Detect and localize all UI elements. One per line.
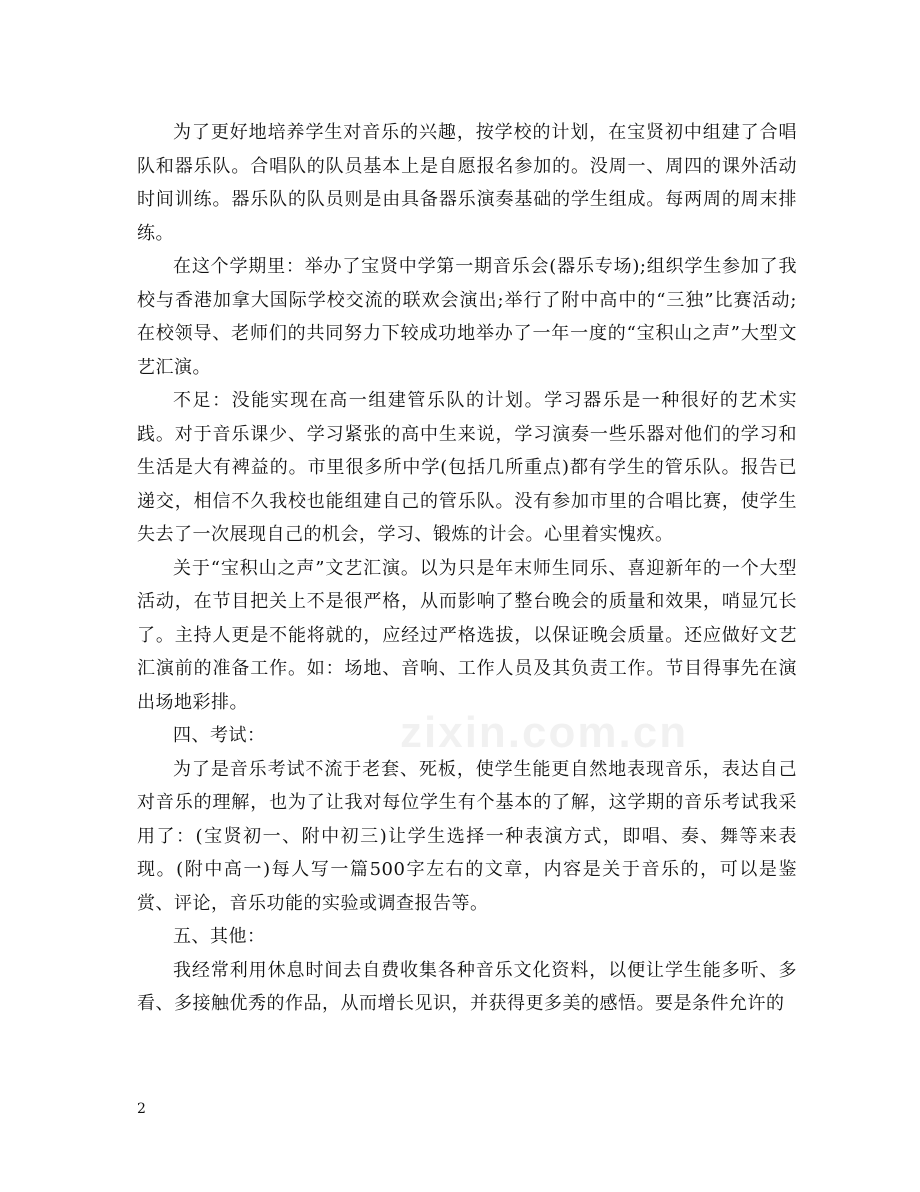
paragraph-semester-activities: 在这个学期里：举办了宝贤中学第一期音乐会(器乐专场);组织学生参加了我校与香港加拿大国际学校交流的联欢会演出;举行了附中高中的“三独”比赛活动;在校领导、老师们的共同努力下较成功地举办了一年一度的“宝积山之声”大型文艺汇演。 (137, 256, 797, 378)
section-heading-other: 五、其他： (173, 926, 266, 947)
paragraph-shortcomings: 不足：没能实现在高一组建管乐队的计划。学习器乐是一种很好的艺术实践。对于音乐课少、学习紧张的高中生来说，学习演奏一些乐器对他们的学习和生活是大有裨益的。市里很多所中学(包括几所重点)都有学生的管乐队。报告已递交，相信不久我校也能组建自己的管乐队。没有参加市里的合唱比赛，使学生失去了一次展现自己的机会，学习、锻炼的计会。心里着实愧疚。 (137, 390, 797, 545)
document-body (137, 116, 797, 1021)
section-heading-exams: 四、考试： (173, 725, 266, 746)
paragraph-exams: 为了是音乐考试不流于老套、死板，使学生能更自然地表现音乐，表达自己对音乐的理解，也为了让我对每位学生有个基本的了解，这学期的音乐考试我采用了：(宝贤初一、附中初三)让学生选择一种表演方式，即唱、奏、舞等来表现。(附中高一)每人写一篇500字左右的文章，内容是关于音乐的，可以是鉴赏、评论，音乐功能的实验或调查报告等。 (137, 758, 797, 914)
page-number: 2 (137, 1101, 146, 1117)
watermark: zixin.com.cn (400, 708, 689, 757)
paragraph-choir-and-band: 为了更好地培养学生对音乐的兴趣，按学校的计划，在宝贤初中组建了合唱队和器乐队。合唱队的队员基本上是自愿报名参加的。没周一、周四的课外活动时间训练。器乐队的队员则是由具备器乐演奏基础的学生组成。每两周的周末排练。 (137, 122, 797, 244)
paragraph-other: 我经常利用休息时间去自费收集各种音乐文化资料，以便让学生能多听、多看、多接触优秀的作品，从而增长见识，并获得更多美的感悟。要是条件允许的 (137, 959, 797, 1014)
paragraph-art-festival: 关于“宝积山之声”文艺汇演。以为只是年末师生同乐、喜迎新年的一个大型活动，在节目把关上不是很严格，从而影响了整台晚会的质量和效果，哨显冗长了。主持人更是不能将就的，应经过严格选拔，以保证晚会质量。还应做好文艺汇演前的准备工作。如：场地、音响、工作人员及其负责工作。节目得事先在演出场地彩排。 (137, 557, 797, 713)
